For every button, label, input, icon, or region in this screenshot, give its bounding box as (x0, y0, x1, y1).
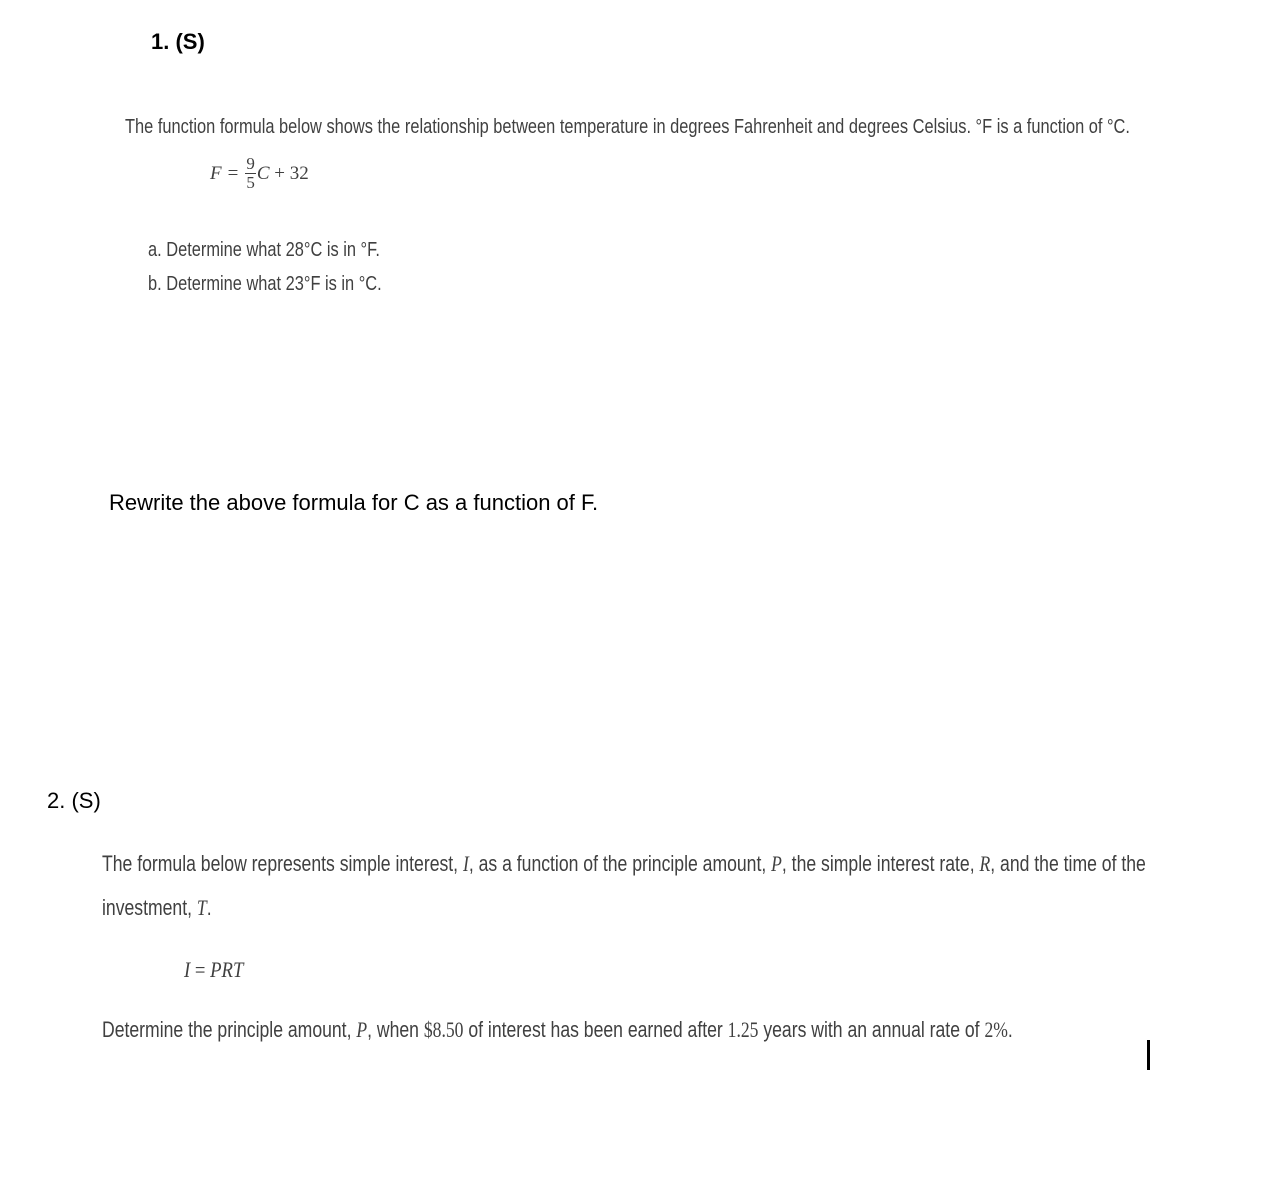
formula-equals: = (227, 162, 239, 184)
amount-value: $8.50 (423, 1017, 464, 1042)
var-p: P (771, 851, 782, 876)
interest-formula (184, 957, 243, 983)
formula-tail: + 32 (269, 162, 309, 184)
years-value: 1.25 (727, 1017, 759, 1042)
text: investment, (102, 895, 197, 920)
question-2-intro-line-1 (102, 851, 1146, 877)
text: The formula below represents simple interest, (102, 851, 463, 876)
formula-lhs: I (184, 957, 191, 982)
text: years with an annual rate of (758, 1017, 985, 1042)
rewrite-instruction: Rewrite the above formula for C as a function of F. (109, 490, 599, 515)
text: Determine the principle amount, (102, 1017, 357, 1042)
var-r: R (979, 851, 991, 876)
text-cursor (1147, 1040, 1150, 1070)
formula-lhs: F (210, 162, 222, 184)
formula-equals: = (190, 957, 211, 982)
fahrenheit-formula (210, 155, 309, 192)
text: , and the time of the (990, 851, 1146, 876)
var-i: I (462, 851, 469, 876)
text: . (1007, 1017, 1013, 1042)
question-1-heading: 1. (S) (151, 29, 205, 54)
question-2-intro-line-2 (102, 895, 212, 921)
question-1-part-a: a. Determine what 28°C is in °F. (148, 239, 380, 261)
rate-value: 2% (984, 1017, 1008, 1042)
fraction-denominator: 5 (246, 173, 255, 192)
question-1-intro: The function formula below shows the relationship between temperature in degrees Fahrenheit and degrees Celsius. °F is a function of °C. (125, 116, 1130, 138)
text: . (206, 895, 212, 920)
var-t: T (196, 895, 207, 920)
fraction-numerator: 9 (246, 154, 255, 173)
text: , when (367, 1017, 424, 1042)
question-2-task (102, 1017, 1013, 1043)
formula-rhs: PRT (210, 957, 244, 982)
formula-variable: C (256, 162, 270, 184)
var-p: P (356, 1017, 368, 1042)
fraction (245, 155, 256, 192)
question-2-heading: 2. (S) (47, 788, 101, 813)
question-1-part-b: b. Determine what 23°F is in °C. (148, 273, 382, 295)
text: , the simple interest rate, (781, 851, 980, 876)
text: of interest has been earned after (463, 1017, 728, 1042)
text: , as a function of the principle amount, (468, 851, 772, 876)
